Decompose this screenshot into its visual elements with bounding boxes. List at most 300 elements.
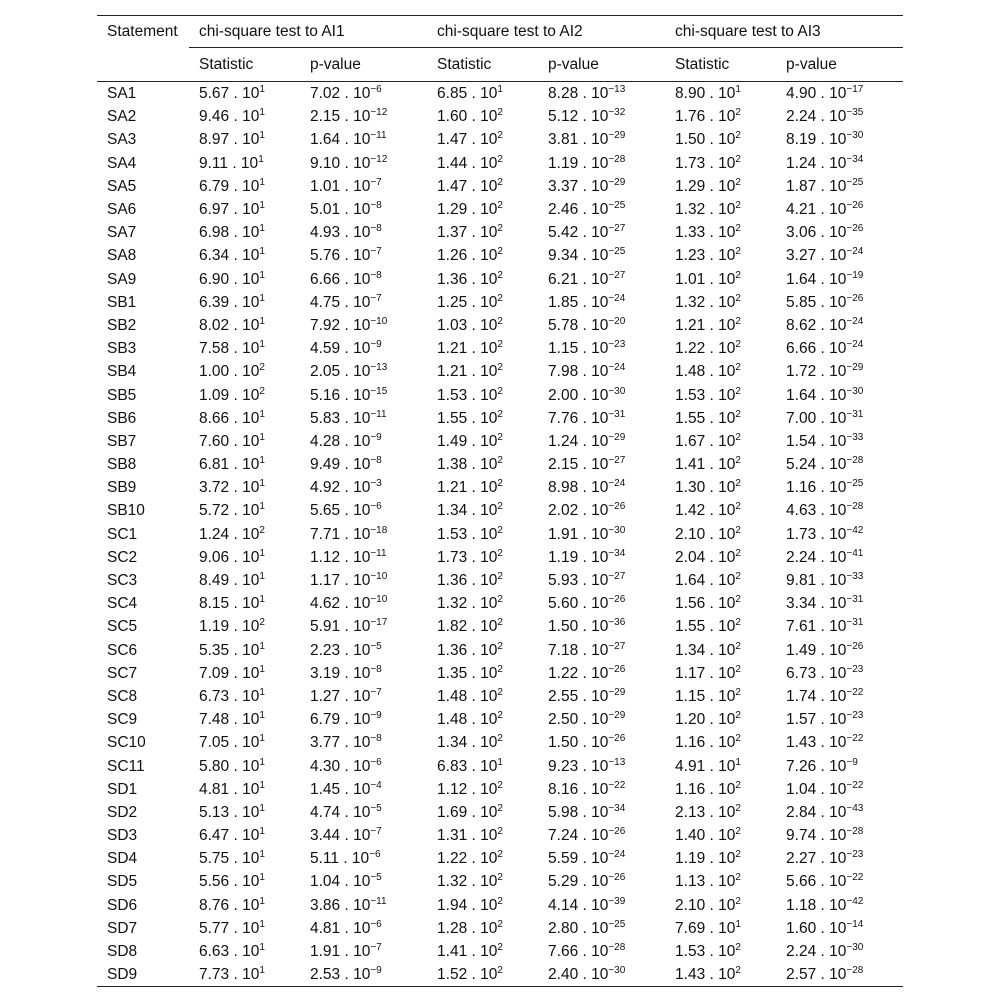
cell-mantissa: 1.64 . 10 [786, 386, 847, 404]
cell-mantissa: 7.02 . 10 [310, 85, 371, 103]
cell-statistic-ai3 [665, 847, 776, 870]
header-row-subcolumns [97, 48, 903, 82]
cell-mantissa: 1.53 . 10 [675, 386, 736, 404]
cell-statistic-ai2 [427, 383, 538, 406]
cell-pvalue-ai1 [300, 291, 427, 314]
cell-pvalue-ai2 [538, 917, 665, 940]
row-label: SC7 [107, 664, 138, 682]
cell-statistic-ai1 [189, 870, 300, 893]
row-label: SA8 [107, 247, 137, 265]
row-label: SB10 [107, 502, 145, 520]
cell-mantissa: 1.76 . 10 [675, 108, 736, 126]
cell-mantissa: 1.32 . 10 [675, 201, 736, 219]
cell-statistic-ai2 [427, 870, 538, 893]
table-row [97, 847, 903, 870]
cell-pvalue-ai1 [300, 523, 427, 546]
cell-exponent: −17 [370, 617, 388, 629]
cell-statistic-ai2 [427, 152, 538, 175]
cell-mantissa: 1.48 . 10 [675, 363, 736, 381]
cell-mantissa: 2.10 . 10 [675, 525, 736, 543]
cell-mantissa: 1.19 . 10 [548, 154, 609, 172]
cell-mantissa: 1.60 . 10 [786, 919, 847, 937]
cell-exponent: 1 [258, 153, 264, 165]
cell-mantissa: 1.67 . 10 [675, 432, 736, 450]
cell-exponent: −12 [370, 153, 388, 165]
statement-header: Statement [97, 16, 189, 48]
cell-statistic-ai1 [189, 592, 300, 615]
cell-exponent: 2 [497, 802, 503, 814]
cell-exponent: 2 [497, 339, 503, 351]
row-label: SA3 [107, 131, 137, 149]
cell-mantissa: 7.98 . 10 [548, 363, 609, 381]
cell-exponent: −31 [608, 408, 626, 420]
cell-mantissa: 1.37 . 10 [437, 224, 498, 242]
cell-statistic-ai3 [665, 523, 776, 546]
header-row-groups [97, 16, 903, 48]
cell-mantissa: 1.35 . 10 [437, 664, 498, 682]
cell-exponent: 2 [735, 663, 741, 675]
cell-statistic-ai2 [427, 291, 538, 314]
cell-pvalue-ai1 [300, 314, 427, 337]
cell-exponent: −28 [846, 826, 864, 838]
cell-pvalue-ai1 [300, 244, 427, 267]
cell-exponent: −11 [370, 547, 387, 559]
cell-exponent: −22 [846, 686, 864, 698]
cell-pvalue-ai1 [300, 778, 427, 801]
cell-mantissa: 2.23 . 10 [310, 641, 371, 659]
cell-exponent: −29 [608, 431, 626, 443]
cell-exponent: −25 [608, 246, 626, 258]
cell-exponent: −8 [370, 455, 382, 467]
table-row [97, 754, 903, 777]
cell-exponent: 2 [735, 710, 741, 722]
cell-statistic-ai3 [665, 662, 776, 685]
cell-pvalue-ai1 [300, 662, 427, 685]
cell-mantissa: 5.75 . 10 [199, 850, 260, 868]
cell-mantissa: 5.80 . 10 [199, 757, 260, 775]
cell-pvalue-ai1 [300, 917, 427, 940]
cell-mantissa: 1.01 . 10 [675, 270, 736, 288]
cell-exponent: 2 [497, 431, 503, 443]
cell-mantissa: 2.05 . 10 [310, 363, 371, 381]
cell-pvalue-ai1 [300, 963, 427, 987]
cell-exponent: 2 [735, 617, 741, 629]
cell-pvalue-ai3 [776, 291, 903, 314]
cell-exponent: 2 [497, 269, 503, 281]
cell-mantissa: 5.56 . 10 [199, 873, 260, 891]
cell-mantissa: 1.52 . 10 [437, 966, 498, 984]
cell-mantissa: 3.34 . 10 [786, 595, 847, 613]
cell-mantissa: 5.13 . 10 [199, 803, 260, 821]
cell-exponent: −13 [370, 362, 388, 374]
cell-exponent: −10 [370, 315, 388, 327]
cell-exponent: −27 [608, 269, 626, 281]
row-label: SC4 [107, 595, 138, 613]
cell-exponent: −9 [370, 431, 382, 443]
cell-mantissa: 3.81 . 10 [548, 131, 609, 149]
cell-pvalue-ai1 [300, 152, 427, 175]
subheader-pvalue-ai3: p-value [776, 48, 903, 82]
cell-statistic-ai2 [427, 337, 538, 360]
cell-exponent: −6 [370, 501, 382, 513]
cell-exponent: 2 [735, 779, 741, 791]
cell-statistic-ai2 [427, 453, 538, 476]
cell-pvalue-ai1 [300, 685, 427, 708]
cell-pvalue-ai2 [538, 268, 665, 291]
cell-pvalue-ai2 [538, 175, 665, 198]
cell-mantissa: 8.62 . 10 [786, 316, 847, 334]
cell-statistic-ai2 [427, 940, 538, 963]
cell-exponent: 2 [735, 524, 741, 536]
cell-mantissa: 4.30 . 10 [310, 757, 371, 775]
cell-pvalue-ai2 [538, 546, 665, 569]
cell-pvalue-ai3 [776, 453, 903, 476]
cell-exponent: 1 [259, 663, 265, 675]
cell-mantissa: 6.66 . 10 [310, 270, 371, 288]
cell-mantissa: 1.21 . 10 [437, 479, 498, 497]
cell-statistic-ai2 [427, 407, 538, 430]
cell-exponent: 2 [735, 942, 741, 954]
cell-mantissa: 1.19 . 10 [199, 618, 260, 636]
cell-exponent: 2 [497, 872, 503, 884]
cell-statistic-ai3 [665, 198, 776, 221]
cell-pvalue-ai1 [300, 708, 427, 731]
cell-pvalue-ai3 [776, 870, 903, 893]
cell-exponent: 1 [259, 455, 265, 467]
cell-mantissa: 6.47 . 10 [199, 827, 260, 845]
cell-statistic-ai3 [665, 105, 776, 128]
cell-exponent: −28 [846, 965, 864, 977]
cell-statistic-ai1 [189, 268, 300, 291]
table-row [97, 894, 903, 917]
cell-statistic-ai2 [427, 917, 538, 940]
cell-statistic-ai2 [427, 105, 538, 128]
cell-statistic-ai1 [189, 152, 300, 175]
cell-exponent: 1 [259, 733, 265, 745]
cell-exponent: 1 [259, 200, 265, 212]
cell-mantissa: 1.34 . 10 [675, 641, 736, 659]
table-row [97, 175, 903, 198]
cell-exponent: −11 [370, 895, 387, 907]
cell-statistic-ai3 [665, 685, 776, 708]
cell-mantissa: 1.01 . 10 [310, 177, 371, 195]
cell-exponent: −29 [608, 686, 626, 698]
cell-exponent: 1 [259, 918, 265, 930]
cell-pvalue-ai2 [538, 940, 665, 963]
cell-pvalue-ai2 [538, 383, 665, 406]
cell-mantissa: 1.41 . 10 [675, 456, 736, 474]
table-row [97, 639, 903, 662]
cell-exponent: −27 [608, 571, 626, 583]
cell-statistic-ai1 [189, 221, 300, 244]
cell-statistic-ai1 [189, 453, 300, 476]
cell-pvalue-ai3 [776, 824, 903, 847]
cell-exponent: 2 [497, 501, 503, 513]
cell-exponent: 2 [735, 571, 741, 583]
cell-exponent: 2 [735, 223, 741, 235]
cell-pvalue-ai1 [300, 337, 427, 360]
table-row [97, 731, 903, 754]
cell-pvalue-ai2 [538, 754, 665, 777]
cell-statistic-ai2 [427, 268, 538, 291]
cell-exponent: 1 [259, 501, 265, 513]
cell-mantissa: 8.49 . 10 [199, 572, 260, 590]
cell-mantissa: 1.73 . 10 [437, 548, 498, 566]
cell-statistic-ai3 [665, 291, 776, 314]
cell-mantissa: 1.24 . 10 [786, 154, 847, 172]
row-label: SB2 [107, 316, 137, 334]
cell-exponent: −23 [846, 849, 864, 861]
table-row [97, 870, 903, 893]
cell-exponent: −26 [846, 223, 864, 235]
cell-mantissa: 1.21 . 10 [675, 316, 736, 334]
cell-mantissa: 1.48 . 10 [437, 687, 498, 705]
cell-mantissa: 1.32 . 10 [437, 873, 498, 891]
cell-statistic-ai1 [189, 82, 300, 106]
cell-mantissa: 1.34 . 10 [437, 502, 498, 520]
cell-mantissa: 6.81 . 10 [199, 456, 260, 474]
cell-pvalue-ai3 [776, 175, 903, 198]
row-label: SA9 [107, 270, 137, 288]
cell-mantissa: 1.50 . 10 [548, 618, 609, 636]
cell-mantissa: 7.61 . 10 [786, 618, 847, 636]
row-label: SB6 [107, 409, 137, 427]
cell-pvalue-ai1 [300, 360, 427, 383]
cell-pvalue-ai2 [538, 685, 665, 708]
cell-mantissa: 1.12 . 10 [437, 780, 498, 798]
cell-exponent: 2 [735, 339, 741, 351]
cell-exponent: −7 [370, 246, 382, 258]
cell-mantissa: 1.29 . 10 [437, 201, 498, 219]
cell-statistic-ai1 [189, 244, 300, 267]
cell-mantissa: 1.04 . 10 [310, 873, 371, 891]
cell-mantissa: 7.26 . 10 [786, 757, 847, 775]
cell-exponent: 1 [259, 710, 265, 722]
cell-exponent: 1 [259, 849, 265, 861]
cell-mantissa: 1.22 . 10 [675, 340, 736, 358]
cell-exponent: 2 [497, 779, 503, 791]
cell-pvalue-ai3 [776, 383, 903, 406]
cell-exponent: −25 [846, 176, 864, 188]
cell-mantissa: 1.72 . 10 [786, 363, 847, 381]
cell-pvalue-ai1 [300, 870, 427, 893]
cell-mantissa: 8.15 . 10 [199, 595, 260, 613]
cell-exponent: 2 [497, 826, 503, 838]
cell-exponent: −36 [608, 617, 626, 629]
cell-statistic-ai1 [189, 291, 300, 314]
chi-square-table-container [97, 15, 903, 987]
cell-pvalue-ai1 [300, 592, 427, 615]
cell-statistic-ai3 [665, 407, 776, 430]
subheader-pvalue-ai2: p-value [538, 48, 665, 82]
cell-pvalue-ai2 [538, 128, 665, 151]
row-label: SA5 [107, 177, 137, 195]
cell-mantissa: 5.16 . 10 [310, 386, 371, 404]
cell-mantissa: 2.80 . 10 [548, 919, 609, 937]
cell-exponent: −30 [608, 385, 626, 397]
cell-mantissa: 4.59 . 10 [310, 340, 371, 358]
cell-exponent: −24 [608, 478, 626, 490]
cell-pvalue-ai2 [538, 337, 665, 360]
cell-statistic-ai3 [665, 754, 776, 777]
cell-exponent: −8 [370, 269, 382, 281]
row-label: SB4 [107, 363, 137, 381]
cell-pvalue-ai1 [300, 754, 427, 777]
cell-mantissa: 7.60 . 10 [199, 432, 260, 450]
cell-mantissa: 1.47 . 10 [437, 131, 498, 149]
cell-mantissa: 1.82 . 10 [437, 618, 498, 636]
table-row [97, 592, 903, 615]
cell-mantissa: 4.81 . 10 [199, 780, 260, 798]
cell-mantissa: 6.21 . 10 [548, 270, 609, 288]
cell-exponent: 1 [259, 84, 265, 96]
cell-mantissa: 1.54 . 10 [786, 432, 847, 450]
cell-exponent: 2 [497, 617, 503, 629]
cell-mantissa: 5.11 . 10 [310, 850, 370, 868]
cell-mantissa: 8.19 . 10 [786, 131, 847, 149]
cell-exponent: 2 [497, 686, 503, 698]
cell-mantissa: 1.12 . 10 [310, 548, 371, 566]
cell-statistic-ai1 [189, 824, 300, 847]
cell-exponent: −22 [846, 872, 864, 884]
cell-mantissa: 1.42 . 10 [675, 502, 736, 520]
row-label: SD8 [107, 943, 138, 961]
chi-square-table [97, 15, 903, 987]
cell-exponent: 2 [735, 733, 741, 745]
cell-mantissa: 1.16 . 10 [786, 479, 847, 497]
cell-pvalue-ai1 [300, 175, 427, 198]
cell-pvalue-ai3 [776, 105, 903, 128]
cell-mantissa: 4.75 . 10 [310, 293, 371, 311]
cell-statistic-ai1 [189, 685, 300, 708]
cell-mantissa: 5.93 . 10 [548, 572, 609, 590]
cell-mantissa: 1.41 . 10 [437, 943, 498, 961]
cell-mantissa: 7.00 . 10 [786, 409, 847, 427]
cell-mantissa: 5.72 . 10 [199, 502, 260, 520]
cell-exponent: −41 [846, 547, 864, 559]
cell-statistic-ai3 [665, 639, 776, 662]
cell-exponent: 1 [259, 779, 265, 791]
row-label: SC8 [107, 687, 138, 705]
cell-pvalue-ai2 [538, 639, 665, 662]
cell-exponent: 2 [735, 594, 741, 606]
cell-pvalue-ai2 [538, 569, 665, 592]
cell-exponent: 2 [735, 478, 741, 490]
cell-mantissa: 1.04 . 10 [786, 780, 847, 798]
cell-pvalue-ai3 [776, 662, 903, 685]
cell-mantissa: 2.84 . 10 [786, 803, 847, 821]
row-label: SD3 [107, 827, 138, 845]
cell-mantissa: 7.18 . 10 [548, 641, 609, 659]
cell-statistic-ai1 [189, 662, 300, 685]
cell-mantissa: 6.97 . 10 [199, 201, 260, 219]
cell-statistic-ai1 [189, 175, 300, 198]
subheader-statistic-ai2: Statistic [427, 48, 538, 82]
table-row [97, 685, 903, 708]
empty-header-cell [97, 48, 189, 82]
cell-mantissa: 6.79 . 10 [310, 711, 371, 729]
cell-exponent: 2 [735, 246, 741, 258]
row-label: SB8 [107, 456, 137, 474]
cell-mantissa: 4.14 . 10 [548, 896, 609, 914]
table-row [97, 430, 903, 453]
row-label: SD9 [97, 963, 189, 987]
cell-mantissa: 1.26 . 10 [437, 247, 498, 265]
cell-statistic-ai1 [189, 639, 300, 662]
cell-statistic-ai2 [427, 963, 538, 987]
cell-statistic-ai2 [427, 731, 538, 754]
cell-exponent: 2 [735, 501, 741, 513]
cell-exponent: 1 [259, 246, 265, 258]
cell-mantissa: 1.27 . 10 [310, 687, 371, 705]
cell-mantissa: 5.78 . 10 [548, 316, 609, 334]
cell-exponent: −28 [846, 501, 864, 513]
cell-mantissa: 1.19 . 10 [548, 548, 609, 566]
row-label: SB5 [107, 386, 137, 404]
cell-statistic-ai2 [427, 221, 538, 244]
cell-mantissa: 1.21 . 10 [437, 340, 498, 358]
cell-mantissa: 5.60 . 10 [548, 595, 609, 613]
cell-statistic-ai3 [665, 360, 776, 383]
cell-mantissa: 1.48 . 10 [437, 711, 498, 729]
cell-pvalue-ai3 [776, 847, 903, 870]
cell-pvalue-ai2 [538, 824, 665, 847]
cell-mantissa: 7.58 . 10 [199, 340, 260, 358]
cell-pvalue-ai3 [776, 917, 903, 940]
table-row [97, 824, 903, 847]
cell-statistic-ai3 [665, 268, 776, 291]
cell-exponent: −26 [608, 594, 626, 606]
table-row [97, 708, 903, 731]
cell-exponent: 1 [259, 292, 265, 304]
cell-mantissa: 4.90 . 10 [786, 85, 847, 103]
cell-pvalue-ai1 [300, 430, 427, 453]
cell-mantissa: 9.10 . 10 [310, 154, 371, 172]
cell-mantissa: 1.13 . 10 [675, 873, 736, 891]
cell-exponent: −8 [370, 663, 382, 675]
cell-exponent: 2 [735, 640, 741, 652]
cell-mantissa: 1.38 . 10 [437, 456, 498, 474]
cell-exponent: −28 [846, 455, 864, 467]
cell-pvalue-ai3 [776, 569, 903, 592]
cell-exponent: −26 [608, 872, 626, 884]
cell-statistic-ai3 [665, 546, 776, 569]
cell-exponent: 2 [497, 918, 503, 930]
cell-mantissa: 2.02 . 10 [548, 502, 609, 520]
cell-pvalue-ai2 [538, 360, 665, 383]
cell-exponent: 1 [259, 802, 265, 814]
cell-exponent: −23 [608, 339, 626, 351]
cell-exponent: −5 [370, 802, 382, 814]
cell-exponent: 1 [259, 872, 265, 884]
subheader-statistic-ai3: Statistic [665, 48, 776, 82]
cell-statistic-ai3 [665, 383, 776, 406]
cell-exponent: −4 [370, 779, 382, 791]
cell-mantissa: 2.15 . 10 [548, 456, 609, 474]
cell-exponent: 1 [259, 339, 265, 351]
cell-mantissa: 9.81 . 10 [786, 572, 847, 590]
cell-mantissa: 2.10 . 10 [675, 896, 736, 914]
row-label: SB1 [107, 293, 137, 311]
cell-pvalue-ai3 [776, 221, 903, 244]
cell-exponent: 2 [497, 895, 503, 907]
cell-exponent: 1 [497, 84, 503, 96]
cell-exponent: 2 [497, 246, 503, 258]
cell-pvalue-ai1 [300, 940, 427, 963]
cell-mantissa: 4.93 . 10 [310, 224, 371, 242]
cell-exponent: −25 [846, 478, 864, 490]
cell-mantissa: 8.98 . 10 [548, 479, 609, 497]
